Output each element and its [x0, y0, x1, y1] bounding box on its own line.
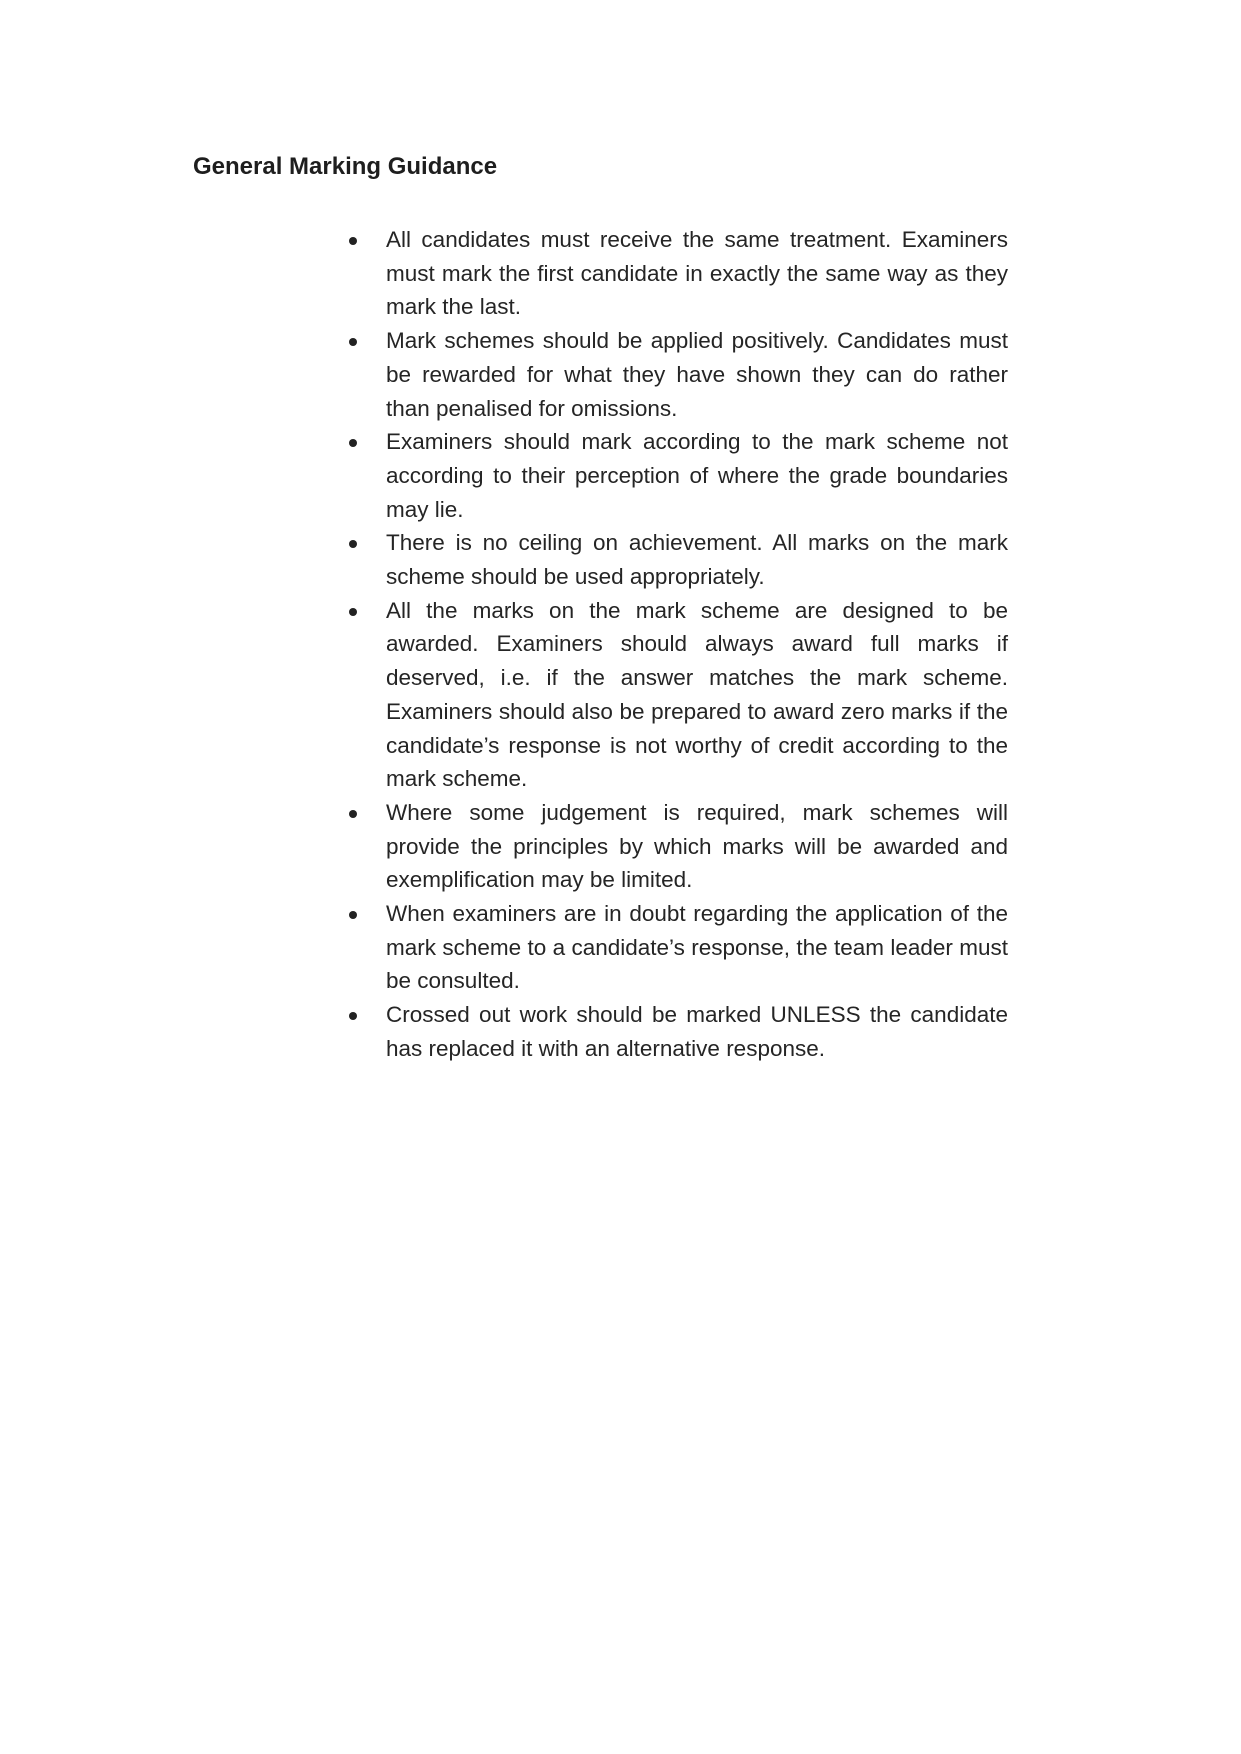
bullet-icon [349, 237, 357, 245]
page-heading: General Marking Guidance [193, 153, 498, 180]
list-item-text: All the marks on the mark scheme are designed to be awarded. Examiners should always award full marks if deserved, i.e. if the answer matches the mark scheme. Examiners should also be prepared to award zero marks if the candidate’s response is not worthy of credit according to the mark scheme. [386, 597, 1008, 792]
list-item-text: Examiners should mark according to the mark scheme not according to their perception of where the grade boundaries may lie. [386, 429, 1008, 522]
list-item-text: Crossed out work should be marked UNLESS the candidate has replaced it with an alternative response. [386, 1002, 1008, 1061]
list-item [386, 223, 1008, 324]
list-item-text: When examiners are in doubt regarding the application of the mark scheme to a candidate’s response, the team leader must be consulted. [386, 901, 1008, 994]
list-item-text: Where some judgement is required, mark schemes will provide the principles by which marks will be awarded and exemplification may be limited. [386, 799, 1008, 893]
bullet-icon [349, 1012, 357, 1020]
list-item [386, 425, 1008, 526]
list-item-text: Mark schemes should be applied positively. Candidates must be rewarded for what they have shown they can do rather than penalised for omissions. [386, 328, 1008, 421]
bullet-icon [349, 439, 357, 447]
bullet-icon [349, 338, 357, 346]
bullet-icon [349, 911, 357, 919]
bullet-icon [349, 540, 357, 548]
list-item [386, 324, 1008, 425]
list-item [386, 594, 1008, 796]
list-item [386, 526, 1008, 593]
list-item-text: There is no ceiling on achievement. All marks on the mark scheme should be used appropriately. [386, 530, 1008, 590]
list-item-text: All candidates must receive the same treatment. Examiners must mark the first candidate in exactly the same way as they mark the last. [386, 227, 1008, 320]
bullet-icon [349, 810, 357, 818]
bullet-icon [349, 608, 357, 616]
list-item [386, 796, 1008, 897]
guidance-list [386, 223, 1008, 1066]
list-item [386, 897, 1008, 998]
list-item [386, 998, 1008, 1065]
